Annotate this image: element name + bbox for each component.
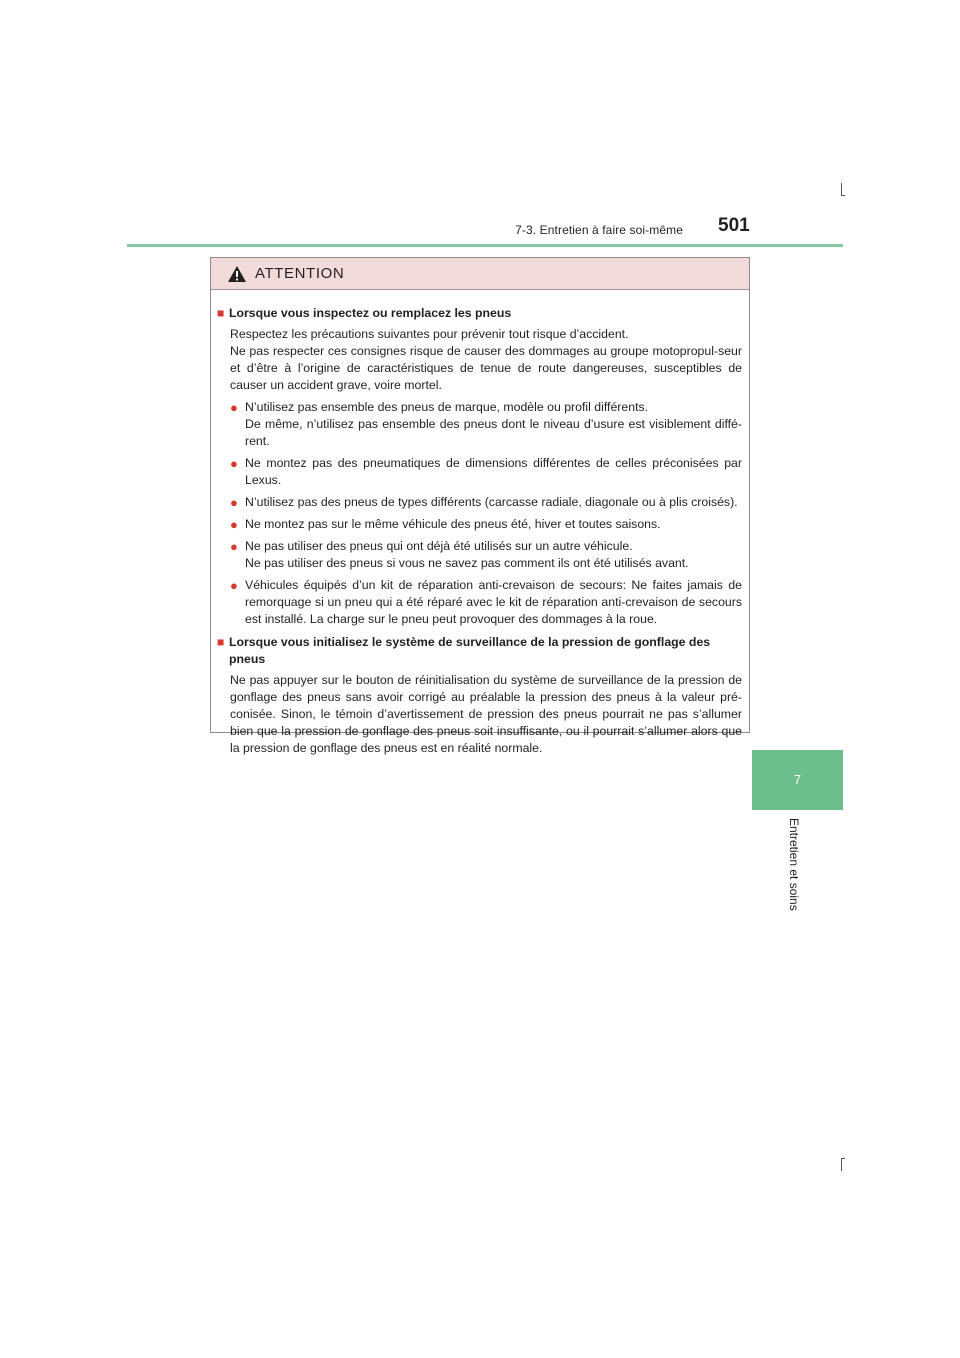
bullet-text: Véhicules équipés d’un kit de réparation anti-crevaison de secours: Ne faites jamais de remorquage si un pneu qui a été réparé avec le kit de réparation anti-crevaison de secours est installé. La charge sur le pneu peut provoquer des dommages à la roue. (245, 578, 742, 626)
section-title-inspect (217, 305, 742, 322)
section-title-text: Lorsque vous initialisez le système de surveillance de la pression de gonflage des pneus (229, 635, 711, 666)
section-intro: Ne pas appuyer sur le bouton de réinitialisation du système de surveillance de la pression de gonflage des pneus sans avoir corrigé au préalable la pression des pneus à la valeur pré-conisée. Sinon, le témoin d’avertissement de pression des pneus pourrait ne pas s’allumer bien que la pression de gonflage des pneus soit insuffisante, ou il pourrait s’allumer alors que la pression de gonflage des pneus est en réalité normale. (230, 673, 742, 755)
crop-mark-bottom-right (841, 1158, 842, 1171)
round-bullet-icon: ● (230, 495, 238, 510)
bullet-text: N’utilisez pas ensemble des pneus de marque, modèle ou profil différents. (245, 400, 649, 414)
chapter-title: Entretien et soins (787, 818, 801, 911)
section-title-text: Lorsque vous inspectez ou remplacez les pneus (229, 306, 512, 320)
warning-header (211, 258, 749, 290)
square-bullet-icon: ■ (217, 306, 225, 320)
round-bullet-icon: ● (230, 400, 238, 415)
bullet-text: Ne pas utiliser des pneus qui ont déjà été utilisés sur un autre véhicule. (245, 539, 633, 553)
list-item (217, 577, 742, 628)
chapter-tab[interactable]: 7 (752, 750, 843, 810)
crop-mark-top-right-foot (841, 195, 845, 196)
list-item (217, 399, 742, 450)
list-item (217, 516, 742, 533)
section-intro: Respectez les précautions suivantes pour prévenir tout risque d’accident. (230, 327, 629, 341)
round-bullet-icon: ● (230, 517, 238, 532)
page-number: 501 (718, 215, 750, 236)
round-bullet-icon: ● (230, 539, 238, 554)
section-title-tpms (217, 634, 742, 668)
warning-box (210, 257, 750, 755)
warning-body (211, 290, 749, 757)
list-item (217, 494, 742, 511)
bullet-text: De même, n’utilisez pas ensemble des pneus dont le niveau d’usure est visiblement diffé-rent. (245, 417, 742, 448)
bullet-text: N’utilisez pas des pneus de types différents (carcasse radiale, diagonale ou à plis croisés). (245, 495, 738, 509)
bullet-text: Ne montez pas des pneumatiques de dimensions différentes de celles préconisées par Lexus. (245, 456, 742, 487)
warning-triangle-icon (227, 265, 247, 283)
warning-title: ATTENTION (255, 265, 345, 282)
section-header: 7-3. Entretien à faire soi-même (515, 223, 683, 237)
header-rule (127, 244, 843, 247)
square-bullet-icon: ■ (217, 635, 225, 649)
list-item (217, 455, 742, 489)
crop-mark-bottom-right-foot (841, 1158, 845, 1159)
section-intro-2: Ne pas respecter ces consignes risque de causer des dommages au groupe motopropul-seur et d’être à l’origine de caractéristiques de tenue de route dangereuses, susceptibles de causer un accident grave, voire mortel. (230, 344, 742, 392)
bullet-text: Ne pas utiliser des pneus si vous ne savez pas comment ils ont été utilisés avant. (245, 556, 689, 570)
bullet-text: Ne montez pas sur le même véhicule des pneus été, hiver et toutes saisons. (245, 517, 661, 531)
list-item (217, 538, 742, 572)
round-bullet-icon: ● (230, 578, 238, 593)
round-bullet-icon: ● (230, 456, 238, 471)
